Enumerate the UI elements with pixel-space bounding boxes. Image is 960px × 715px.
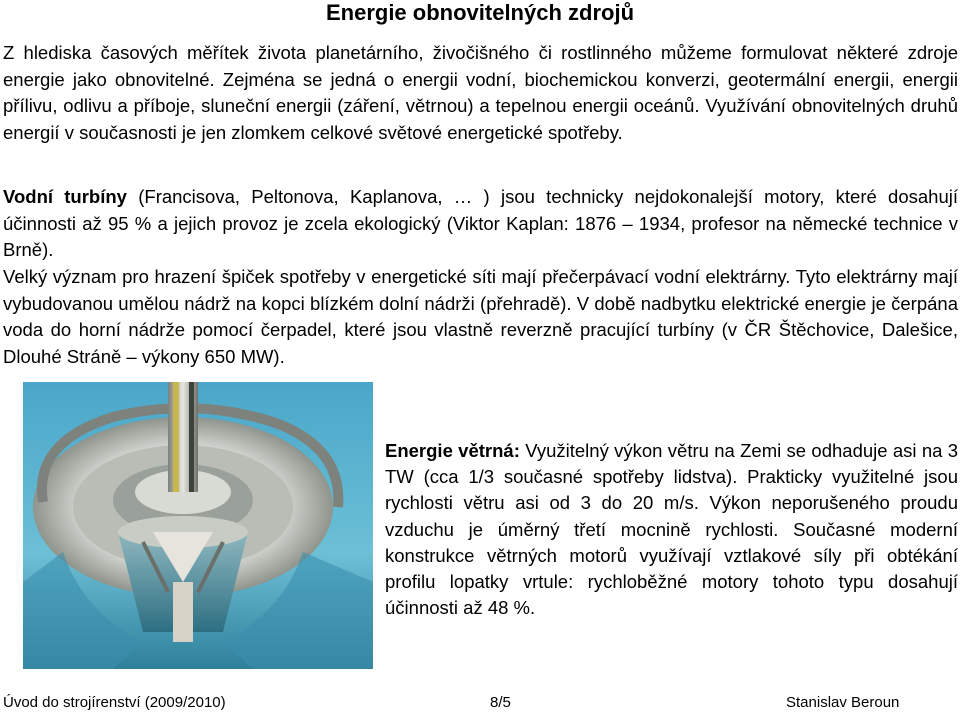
turbines-label: Vodní turbíny: [3, 186, 127, 207]
turbines-paragraph: [3, 184, 958, 264]
pumped-storage-paragraph: Velký význam pro hrazení špiček spotřeby v energetické síti mají přečerpávací vodní elektrárny. Tyto elektrárny mají vybudovanou umělou nádrž na kopci blízkém dolní nádrži (přehradě). V době nadbytku elektrické energie je čerpána voda do horní nádrže pomocí čerpadel, které jsou vlastně reverzně pracující turbíny (v ČR Štěchovice, Dalešice, Dlouhé Stráně – výkony 650 MW).: [3, 266, 958, 367]
wind-energy-paragraph: [385, 438, 958, 621]
footer-course: Úvod do strojírenství (2009/2010): [3, 694, 226, 711]
wind-text: Využitelný výkon větru na Zemi se odhaduje asi na 3 TW (cca 1/3 současné spotřeby lidstva). Prakticky využitelné jsou rychlosti větru asi od 3 do 20 m/s. Výkon neporušeného proudu vzduchu je úměrný třetí mocnině rychlosti. Současné moderní konstrukce větrných motorů využívají vztlakové síly při obtékání profilu lopatky vrtule: rychloběžné motory tohoto typu dosahují účinnosti až 48 %.: [385, 440, 959, 619]
footer-page-number: 8/5: [490, 694, 511, 711]
turbines-text: (Francisova, Peltonova, Kaplanova, … ) jsou technicky nejdokonalejší motory, které dosahují účinnosti až 95 % a jejich provoz je zcela ekologický (Viktor Kaplan: 1876 – 1934, profesor na německé technice v Brně).: [3, 186, 959, 260]
wind-label: Energie větrná:: [385, 440, 520, 461]
page-title: Energie obnovitelných zdrojů: [325, 0, 635, 25]
turbine-cutaway-image: [23, 382, 373, 669]
turbine-illustration: [23, 382, 373, 669]
footer-author: Stanislav Beroun: [786, 694, 900, 711]
intro-paragraph: Z hlediska časových měřítek života planetárního, živočišného či rostlinného můžeme formulovat některé zdroje energie jako obnovitelné. Zejména se jedná o energii vodní, biochemickou konverzi, geotermální energii, energii přílivu, odlivu a příboje, sluneční energii (záření, větrnou) a tepelnou energii oceánů. Využívání obnovitelných druhů energií v současnosti je jen zlomkem celkové světové energetické spotřeby.: [3, 42, 958, 143]
